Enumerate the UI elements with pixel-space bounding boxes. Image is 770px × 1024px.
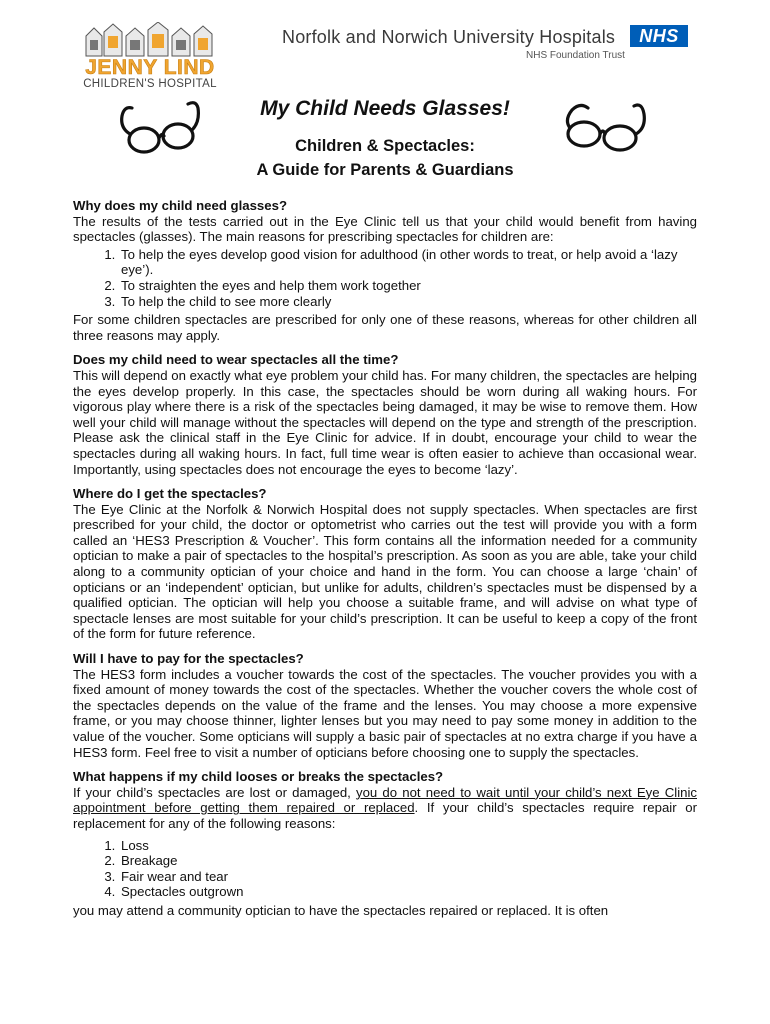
- section-heading: Where do I get the spectacles?: [73, 486, 267, 502]
- section-text: [73, 785, 697, 832]
- document-body: [73, 198, 697, 919]
- section-heading: Does my child need to wear spectacles all the time?: [73, 352, 399, 368]
- underlined-text: you do not need to wait until your child’s next Eye Clinic appointment before getting them repaired or replaced: [73, 784, 697, 816]
- trust-name: Norfolk and Norwich University Hospitals: [282, 27, 616, 47]
- section-text: The results of the tests carried out in the Eye Clinic tell us that your child would benefit from having spectacles (glasses). The main reasons for prescribing spectacles for children are:: [73, 213, 697, 245]
- section-text: This will depend on exactly what eye problem your child has. For many children, the spectacles are helping the eyes develop properly. In this case, the spectacles should be worn during all waking hours. For vigorous play where there is a risk of the spectacles being damaged, it may be wise to remove them. How well your child will manage without the spectacles will depend on the type and strength of the prescription. Please ask the clinical staff in the Eye Clinic for advice. If in doubt, encourage your child to wear the spectacles during all waking hours. In fact, full time wear is often easier to achieve than occasional wear. Importantly, using spectacles does not encourage the eyes to become ‘lazy’.: [73, 367, 697, 477]
- reasons-list: [73, 247, 697, 309]
- list-item: 2. Breakage: [119, 853, 697, 869]
- document-header: [0, 0, 770, 200]
- section-heading: Why does my child need glasses?: [73, 198, 287, 213]
- section-text: For some children spectacles are prescribed for only one of these reasons, whereas for other children all three reasons may apply.: [73, 312, 697, 343]
- reasons-list: [73, 838, 697, 900]
- section-text: you may attend a community optician to have the spectacles repaired or replaced. It is often: [73, 902, 609, 918]
- list-item: 2. To straighten the eyes and help them work together: [119, 278, 697, 294]
- list-item: 1. To help the eyes develop good vision for adulthood (in other words to treat, or help avoid a ‘lazy eye’).: [119, 247, 697, 278]
- section-heading: What happens if my child looses or breaks the spectacles?: [73, 769, 444, 785]
- page-subtitle-line1: Children & Spectacles:: [295, 137, 475, 155]
- nhs-logo: NHS: [630, 25, 688, 47]
- text-run: . If your child’s spectacles require repair or replacement for any of the following reasons:: [73, 800, 698, 831]
- page-title: My Child Needs Glasses!: [260, 97, 510, 120]
- list-item: 3. To help the child to see more clearly: [119, 294, 697, 310]
- list-item: 1. Loss: [119, 838, 697, 854]
- logo-subtitle: CHILDREN'S HOSPITAL: [83, 78, 217, 90]
- trust-subtitle: NHS Foundation Trust: [526, 50, 625, 61]
- page-subtitle-line2: A Guide for Parents & Guardians: [256, 161, 514, 179]
- list-item: 4. Spectacles outgrown: [119, 884, 697, 900]
- section-heading: Will I have to pay for the spectacles?: [73, 651, 304, 667]
- logo-title: JENNY LIND: [85, 56, 215, 79]
- text-run: If your child’s spectacles are lost or damaged,: [73, 784, 356, 800]
- section-text: The Eye Clinic at the Norfolk & Norwich Hospital does not supply spectacles. When spectacles are first prescribed for your child, the doctor or optometrist who carries out the test will provide you with a form called an ‘HES3 Prescription & Voucher’. This form contains all the information needed for a community optician to make a pair of spectacles to the hospital’s prescription. As soon as you are able, take your child along to a community optician of your choice and hand in the form. You can choose a large ‘chain’ of opticians or an ‘independent’ optician, but unlike for adults, children’s spectacles must be dispensed by a qualified optician. The optician will help you choose a suitable frame, and will advise on what type of spectacle lenses are most suitable for your child’s prescription. It can be useful to keep a copy of the front of the form for future reference.: [73, 501, 697, 642]
- list-item: 3. Fair wear and tear: [119, 869, 697, 885]
- section-text: The HES3 form includes a voucher towards the cost of the spectacles. The voucher provides you with a fixed amount of money towards the cost of the spectacles. Whether the voucher covers the whole cost of the spectacles depends on the value of the frame and the lenses. You may choose a more expensive frame, or you may choose thinner, lighter lenses but you may need to pay some money in addition to the value of the voucher. Some opticians will supply a basic pair of spectacles at no extra charge if you have a HES3 form. Feel free to visit a number of opticians before choosing one to supply the spectacles.: [73, 666, 697, 760]
